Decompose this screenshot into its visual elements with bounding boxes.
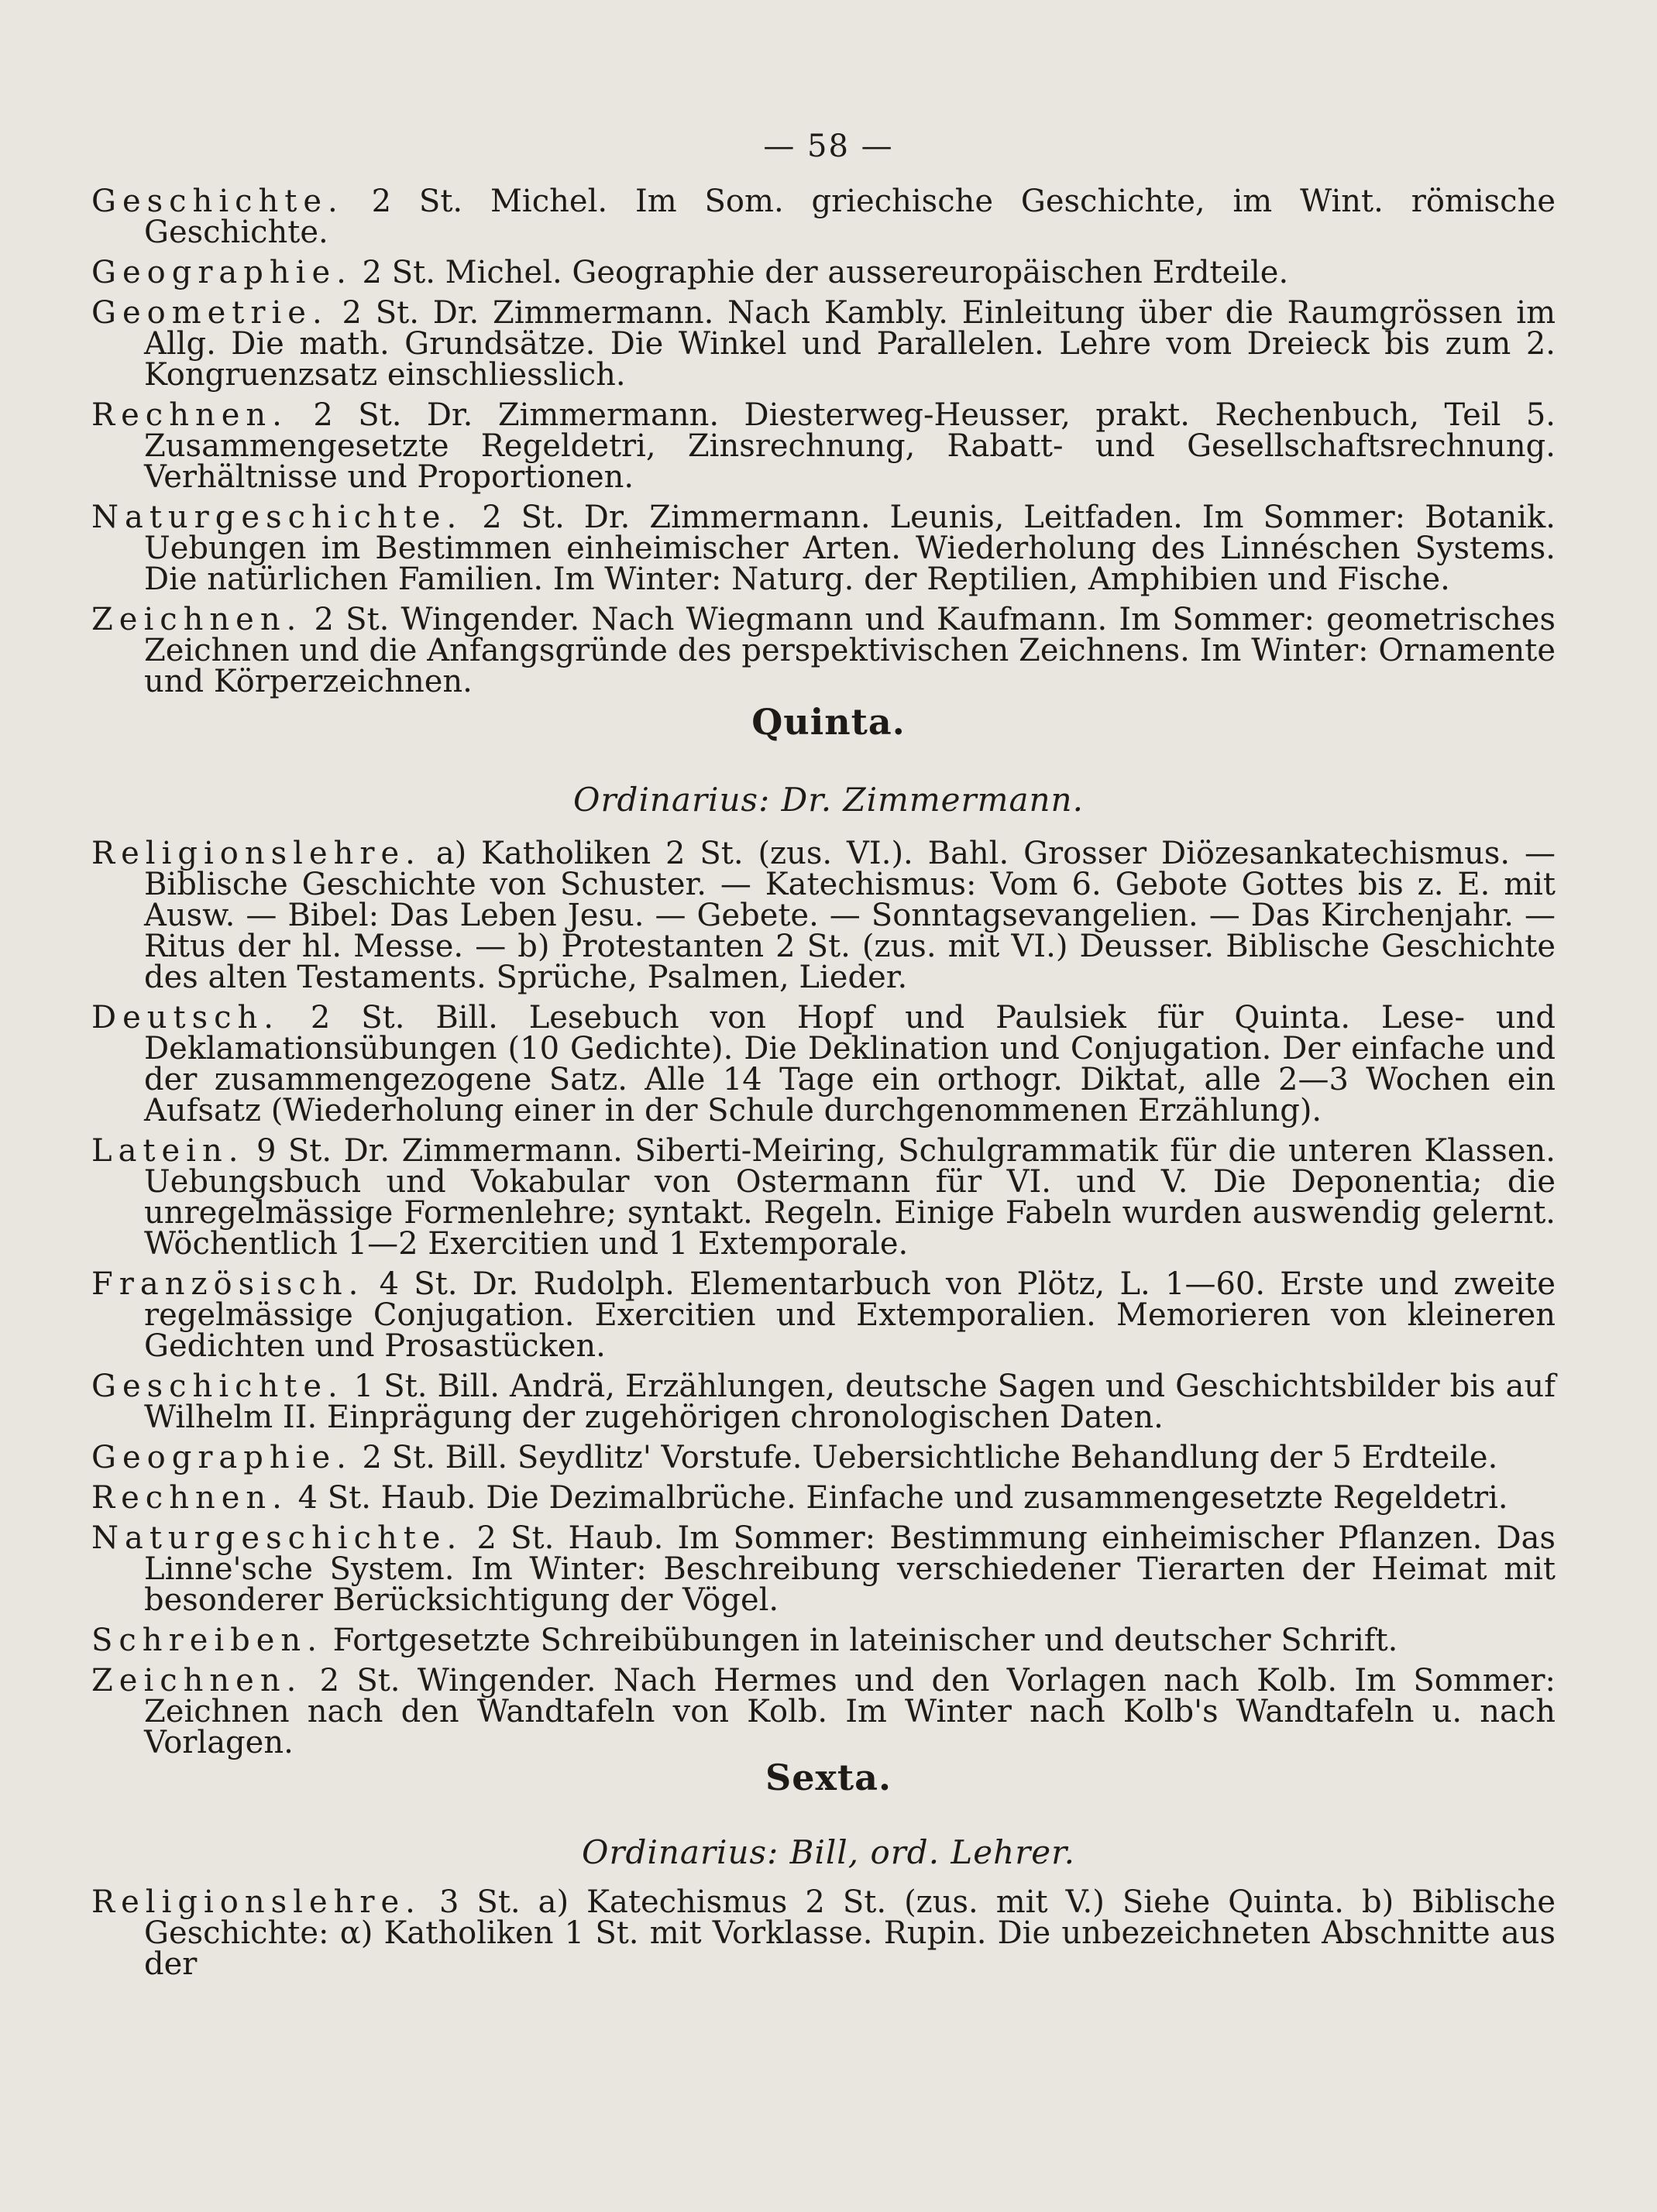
- subject-label: Schreiben.: [91, 1623, 323, 1658]
- entry-text: 2 St. Wingender. Nach Hermes und den Vorlagen nach Kolb. Im Sommer: Zeichnen nach den Wandtafeln von Kolb. Im Winter nach Kolb's Wandtafeln u. nach Vorlagen.: [144, 1663, 1556, 1760]
- entry-text: Fortgesetzte Schreibübungen in lateinischer und deutscher Schrift.: [332, 1623, 1398, 1658]
- subject-label: Naturgeschichte.: [91, 500, 463, 535]
- subject-label: Deutsch.: [91, 1000, 280, 1036]
- subject-label: Latein.: [91, 1133, 245, 1169]
- entry-text: 9 St. Dr. Zimmermann. Siberti-Meiring, Schulgrammatik für die unteren Klassen. Uebungsbuch und Vokabular von Ostermann für VI. und V. Die Deponentia; die unregelmässige Formenlehre; syntakt. Regeln. Einige Fabeln wurden auswendig gelernt. Wöchentlich 1—2 Exercitien und 1 Extemporale.: [144, 1133, 1556, 1262]
- entry-text: 2 St. Michel. Geographie der aussereuropäischen Erdteile.: [362, 255, 1289, 290]
- subject-label: Geometrie.: [91, 295, 328, 331]
- entry-text: 2 St. Bill. Seydlitz' Vorstufe. Uebersichtliche Behandlung der 5 Erdteile.: [362, 1440, 1498, 1475]
- subject-label: Geographie.: [91, 255, 352, 290]
- sexta-ordinarius: Ordinarius: Bill, ord. Lehrer.: [582, 1833, 1075, 1871]
- quinta-ordinarius: Ordinarius: Dr. Zimmermann.: [573, 781, 1084, 819]
- entry-schreiben: [91, 1625, 1556, 1656]
- subject-label: Naturgeschichte.: [91, 1520, 463, 1556]
- entry-rechnen: [91, 1480, 1556, 1516]
- entry-text: 3 St. a) Katechismus 2 St. (zus. mit V.) Siehe Quinta. b) Biblische Geschichte: α) Katholiken 1 St. mit Vorklasse. Rupin. Die unbezeichneten Abschnitte aus der: [144, 1884, 1556, 1982]
- sexta-heading: Sexta.: [765, 1757, 892, 1798]
- quarta-section: [91, 186, 1556, 706]
- entry-religionslehre: [91, 1884, 1556, 1982]
- quinta-section: [91, 838, 1556, 1767]
- entry-text: 2 St. Dr. Zimmermann. Leunis, Leitfaden. Im Sommer: Botanik. Uebungen im Bestimmen einheimischer Arten. Wiederholung des Linnéschen Systems. Die natürlichen Familien. Im Winter: Naturg. der Reptilien, Amphibien und Fische.: [144, 500, 1556, 597]
- sexta-section: [91, 1884, 1556, 1989]
- subject-label: Religionslehre.: [91, 836, 421, 871]
- entry-text: 4 St. Dr. Rudolph. Elementarbuch von Plötz, L. 1—60. Erste und zweite regelmässige Conjugation. Exercitien und Extemporalien. Memorieren von kleineren Gedichten und Prosastücken.: [144, 1266, 1556, 1364]
- entry-text: a) Katholiken 2 St. (zus. VI.). Bahl. Grosser Diözesankatechismus. — Biblische Geschichte von Schuster. — Katechismus: Vom 6. Gebote Gottes bis z. E. mit Ausw. — Bibel: Das Leben Jesu. — Gebete. — Sonntagsevangelien. — Das Kirchenjahr. — Ritus der hl. Messe. — b) Protestanten 2 St. (zus. mit VI.) Deusser. Biblische Geschichte des alten Testaments. Sprüche, Psalmen, Lieder.: [144, 836, 1556, 995]
- entry-text: 2 St. Dr. Zimmermann. Diesterweg-Heusser, prakt. Rechenbuch, Teil 5. Zusammengesetzte Regeldetri, Zinsrechnung, Rabatt- und Gesellschaftsrechnung. Verhältnisse und Proportionen.: [144, 397, 1556, 495]
- entry-text: 1 St. Bill. Andrä, Erzählungen, deutsche Sagen und Geschichtsbilder bis auf Wilhelm II. Einprägung der zugehörigen chronologischen Daten.: [144, 1369, 1556, 1435]
- entry-naturgeschichte: [91, 1520, 1556, 1618]
- subject-label: Geographie.: [91, 1440, 352, 1475]
- subject-label: Religionslehre.: [91, 1884, 421, 1920]
- entry-geschichte: [91, 186, 1556, 248]
- entry-zeichnen: [91, 604, 1556, 697]
- entry-religionslehre: [91, 838, 1556, 993]
- entry-naturgeschichte: [91, 502, 1556, 595]
- entry-text: 2 St. Haub. Im Sommer: Bestimmung einheimischer Pflanzen. Das Linne'sche System. Im Winter: Beschreibung verschiedener Tierarten der Heimat mit besonderer Berücksichtigung der Vögel.: [144, 1520, 1556, 1618]
- entry-text: 2 St. Michel. Im Som. griechische Geschichte, im Wint. römische Geschichte.: [144, 184, 1556, 250]
- entry-geometrie: [91, 295, 1556, 393]
- subject-label: Rechnen.: [91, 1480, 288, 1516]
- entry-text: 2 St. Wingender. Nach Wiegmann und Kaufmann. Im Sommer: geometrisches Zeichnen und die Anfangsgründe des perspektivischen Zeichnens. Im Winter: Ornamente und Körperzeichnen.: [144, 602, 1556, 699]
- subject-label: Französisch.: [91, 1266, 365, 1302]
- subject-label: Zeichnen.: [91, 602, 303, 637]
- entry-zeichnen: [91, 1665, 1556, 1758]
- entry-rechnen: [91, 397, 1556, 495]
- subject-label: Geschichte.: [91, 184, 344, 219]
- entry-geographie: [91, 1442, 1556, 1473]
- quinta-heading: Quinta.: [751, 701, 906, 743]
- entry-text: 4 St. Haub. Die Dezimalbrüche. Einfache und zusammengesetzte Regeldetri.: [297, 1480, 1508, 1516]
- subject-label: Rechnen.: [91, 397, 288, 433]
- subject-label: Geschichte.: [91, 1369, 344, 1404]
- entry-geographie: [91, 257, 1556, 288]
- entry-latein: [91, 1133, 1556, 1262]
- entry-geschichte: [91, 1371, 1556, 1433]
- entry-deutsch: [91, 1002, 1556, 1126]
- entry-text: 2 St. Dr. Zimmermann. Nach Kambly. Einleitung über die Raumgrössen im Allg. Die math. Grundsätze. Die Winkel und Parallelen. Lehre vom Dreieck bis zum 2. Kongruenzsatz einschliesslich.: [144, 295, 1556, 393]
- entry-text: 2 St. Bill. Lesebuch von Hopf und Paulsiek für Quinta. Lese- und Deklamationsübungen (10 Gedichte). Die Deklination und Conjugation. Der einfache und der zusammengezogene Satz. Alle 14 Tage ein orthogr. Diktat, alle 2—3 Wochen ein Aufsatz (Wiederholung einer in der Schule durchgenommenen Erzählung).: [144, 1000, 1556, 1128]
- entry-franzoesisch: [91, 1266, 1556, 1364]
- page-number: — 58 —: [763, 129, 894, 164]
- subject-label: Zeichnen.: [91, 1663, 303, 1698]
